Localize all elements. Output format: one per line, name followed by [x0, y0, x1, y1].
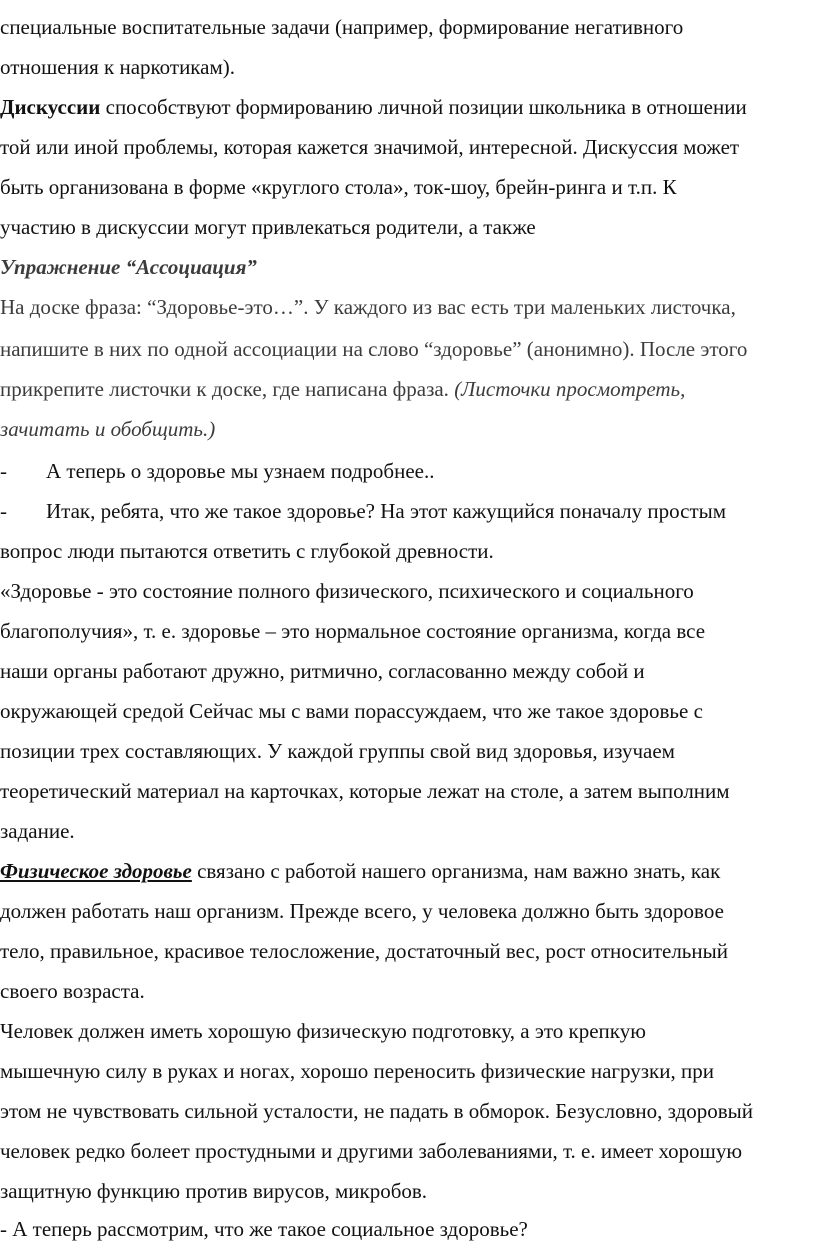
paragraph-line: быть организована в форме «круглого стола», ток-шоу, брейн-ринга и т.п. К	[0, 175, 677, 199]
dialog-item	[0, 498, 816, 524]
paragraph-line: позиции трех составляющих. У каждой группы свой вид здоровья, изучаем	[0, 739, 675, 763]
paragraph-line: должен работать наш организм. Прежде всего, у человека должно быть здоровое	[0, 899, 724, 923]
term-discussions: Дискуссии	[0, 95, 101, 119]
dash-marker: -	[0, 459, 7, 483]
paragraph-line: задание.	[0, 819, 75, 843]
paragraph-line: участию в дискуссии могут привлекаться родители, а также	[0, 215, 536, 239]
paragraph-text: способствуют формированию личной позиции школьника в отношении	[100, 95, 747, 119]
paragraph-line: Физическое здоровье связано с работой нашего организма, нам важно знать, как	[0, 859, 721, 883]
paragraph-line: «Здоровье - это состояние полного физического, психического и социального	[0, 579, 694, 603]
paragraph-line: На доске фраза: “Здоровье-это…”. У каждого из вас есть три маленьких листочка,	[0, 295, 736, 319]
exercise-heading: Упражнение “Ассоциация”	[0, 255, 257, 279]
term-physical-health: Физическое здоровье	[0, 859, 192, 883]
paragraph-line: этом не чувствовать сильной усталости, не падать в обморок. Безусловно, здоровый	[0, 1099, 754, 1123]
paragraph-line: мышечную силу в руках и ногах, хорошо переносить физические нагрузки, при	[0, 1059, 714, 1083]
italic-note: (Листочки просмотреть,	[454, 377, 686, 401]
paragraph-line: специальные воспитательные задачи (например, формирование негативного	[0, 15, 684, 39]
italic-note: зачитать и обобщить.)	[0, 417, 216, 441]
dialog-text: Итак, ребята, что же такое здоровье? На этот кажущийся поначалу простым	[46, 499, 727, 523]
dash-marker: -	[0, 499, 7, 523]
paragraph-line: тело, правильное, красивое телосложение, достаточный вес, рост относительный	[0, 939, 728, 963]
paragraph-line: вопрос люди пытаются ответить с глубокой древности.	[0, 539, 494, 563]
paragraph-line: наши органы работают дружно, ритмично, согласованно между собой и	[0, 659, 645, 683]
paragraph-line: напишите в них по одной ассоциации на слово “здоровье” (анонимно). После этого	[0, 337, 748, 361]
paragraph-line	[0, 94, 747, 120]
paragraph-line: отношения к наркотикам).	[0, 55, 236, 79]
paragraph-line: своего возраста.	[0, 979, 145, 1003]
paragraph-line: окружающей средой Сейчас мы с вами порассуждаем, что же такое здоровье с	[0, 699, 703, 723]
paragraph-line: прикрепите листочки к доске, где написана фраза. (Листочки просмотреть,	[0, 377, 686, 401]
paragraph-line	[0, 416, 215, 442]
paragraph-line: той или иной проблемы, которая кажется значимой, интересной. Дискуссия может	[0, 135, 740, 159]
paragraph-line: Человек должен иметь хорошую физическую подготовку, а это крепкую	[0, 1019, 646, 1043]
dialog-text: А теперь о здоровье мы узнаем подробнее..	[46, 459, 435, 483]
paragraph-line: человек редко болеет простудными и другими заболеваниями, т. е. имеет хорошую	[0, 1139, 743, 1163]
paragraph-line: защитную функцию против вирусов, микробов.	[0, 1179, 428, 1203]
paragraph-line: теоретический материал на карточках, которые лежат на столе, а затем выполним	[0, 779, 730, 803]
dialog-item	[0, 458, 816, 484]
paragraph-line: благополучия», т. е. здоровье – это нормальное состояние организма, когда все	[0, 619, 706, 643]
paragraph-line: - А теперь рассмотрим, что же такое социальное здоровье?	[0, 1217, 528, 1241]
